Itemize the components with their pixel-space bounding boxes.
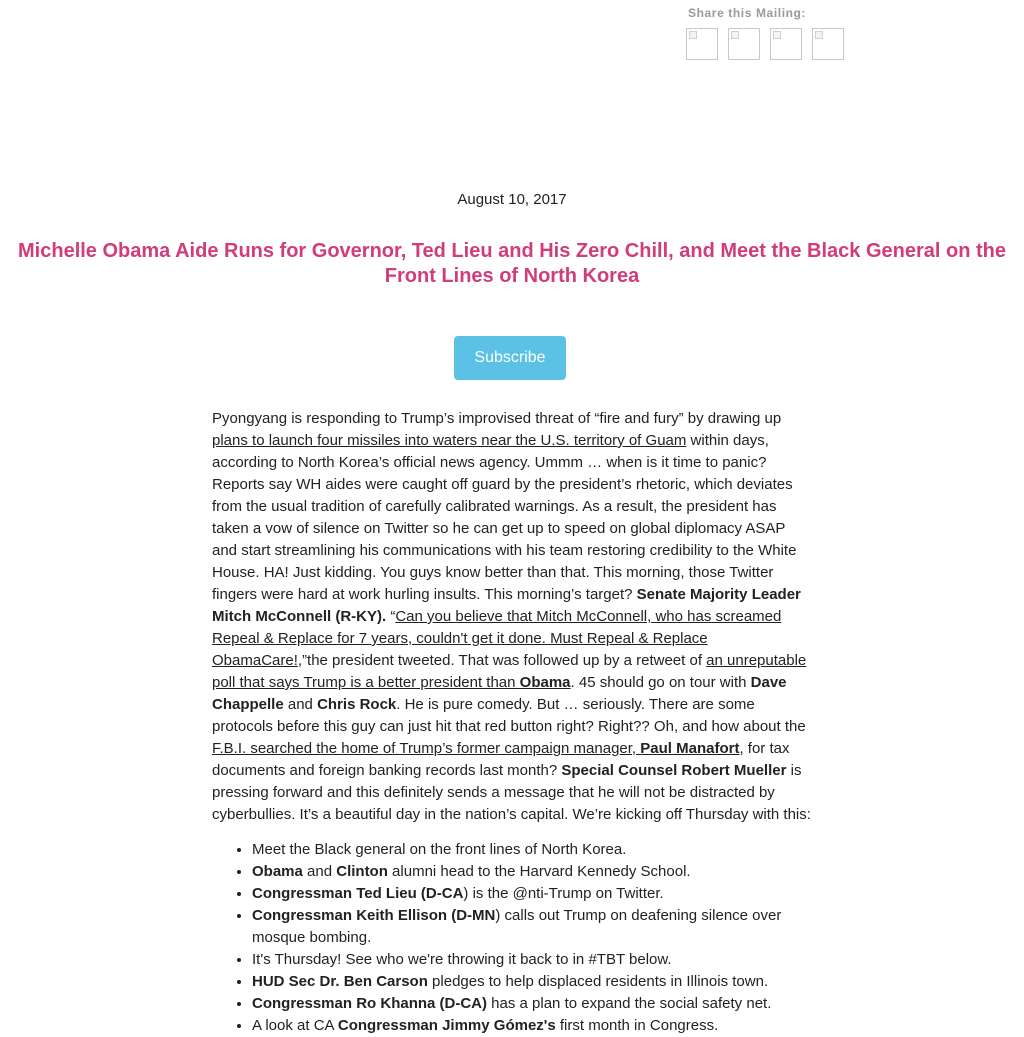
share-icons	[686, 28, 866, 60]
poll-link-bold: Obama	[519, 674, 571, 691]
list-item-text: has a plan to expand the social safety net.	[487, 995, 772, 1012]
list-item	[252, 971, 812, 993]
list-item-bold: HUD Sec Dr. Ben Carson	[252, 973, 428, 990]
mcconnell-tweet-link[interactable]: Can you believe that Mitch McConnell, who has screamed Repeal & Replace for 7 years, couldn't get it done. Must Repeal & Replace ObamaCare!	[212, 608, 782, 669]
body-text: ,”the president tweeted. That was followed up by a retweet of	[297, 652, 707, 669]
poll-link-text: an unreputable poll that says Trump is a better president than	[212, 652, 807, 691]
share-linkedin-icon[interactable]	[770, 28, 802, 60]
article-body	[212, 408, 812, 1037]
body-bold: Chris Rock	[317, 696, 397, 713]
list-item-bold: Congressman Ted Lieu (D-CA	[252, 885, 464, 902]
share-twitter-icon[interactable]	[728, 28, 760, 60]
list-item	[252, 1015, 812, 1037]
list-item	[252, 993, 812, 1015]
list-item-text: first month in Congress.	[555, 1017, 719, 1034]
body-text: Pyongyang is responding to Trump’s improvised threat of “fire and fury” by drawing up	[212, 410, 782, 427]
list-item	[252, 949, 812, 971]
body-text: , for tax documents and foreign banking records last month?	[212, 740, 790, 779]
topics-list	[212, 839, 812, 1037]
list-item	[252, 839, 812, 861]
body-text: is pressing forward and this definitely sends a message that he will not be distracted by cyberbullies. It’s a beautiful day in the nation’s capital. We’re kicking off Thursday with this:	[212, 762, 811, 823]
list-item-text: Meet the Black general on the front lines of North Korea.	[252, 841, 627, 858]
list-item-text: alumni head to the Harvard Kennedy School.	[387, 863, 691, 880]
intro-paragraph	[212, 408, 812, 826]
guam-missiles-link[interactable]: plans to launch four missiles into waters near the U.S. territory of Guam	[212, 432, 687, 449]
list-item-text: and	[302, 863, 337, 880]
share-label: Share this Mailing:	[688, 6, 807, 20]
list-item-bold: Obama	[252, 863, 303, 880]
list-item-text: It's Thursday! See who we're throwing it back to in #TBT below.	[252, 951, 672, 968]
list-item	[252, 861, 812, 883]
body-text: and	[283, 696, 318, 713]
list-item-bold: Congressman Jimmy Gómez's	[337, 1017, 556, 1034]
share-section	[686, 6, 866, 60]
list-item-bold: Congressman Keith Ellison (D-MN	[252, 907, 496, 924]
body-bold: Dave Chappelle	[212, 674, 787, 713]
list-item-text: ) calls out Trump on deafening silence over mosque bombing.	[252, 907, 782, 946]
subscribe-button[interactable]: Subscribe	[454, 336, 566, 380]
headline: Michelle Obama Aide Runs for Governor, Ted Lieu and His Zero Chill, and Meet the Black General on the Front Lines of North Korea	[18, 240, 1006, 287]
fbi-link-bold: Paul Manafort	[640, 740, 740, 757]
list-item-bold: Clinton	[336, 863, 388, 880]
share-email-icon[interactable]	[812, 28, 844, 60]
list-item-bold: Congressman Ro Khanna (D-CA)	[252, 995, 488, 1012]
body-text: “	[386, 608, 396, 625]
body-bold: Senate Majority Leader Mitch McConnell (R-KY).	[212, 586, 801, 625]
list-item-text: A look at CA	[252, 1017, 338, 1034]
list-item	[252, 905, 812, 949]
list-item-text: ) is the @nti-Trump on Twitter.	[463, 885, 664, 902]
fbi-link-text: F.B.I. searched the home of Trump’s former campaign manager,	[212, 740, 641, 757]
body-text: . He is pure comedy. But … seriously. There are some protocols before this guy can just hit that red button right? Right?? Oh, and how about the	[212, 696, 806, 735]
share-facebook-icon[interactable]	[686, 28, 718, 60]
fbi-search-link[interactable]	[212, 740, 739, 757]
mailing-date: August 10, 2017	[457, 191, 567, 208]
body-text: within days, according to North Korea’s official news agency. Ummm … when is it time to panic? Reports say WH aides were caught off guard by the president’s rhetoric, which deviates from the usual tradition of carefully calibrated warnings. As a result, the president has taken a vow of silence on Twitter so he can get up to speed on global diplomacy ASAP and start streamlining his communications with his team restoring credibility to the White House. HA! Just kidding. You guys know better than that. This morning, those Twitter fingers were hard at work hurling insults. This morning’s target?	[212, 432, 797, 603]
body-bold: Special Counsel Robert Mueller	[561, 762, 787, 779]
body-text: . 45 should go on tour with	[570, 674, 751, 691]
list-item	[252, 883, 812, 905]
list-item-text: pledges to help displaced residents in Illinois town.	[427, 973, 769, 990]
